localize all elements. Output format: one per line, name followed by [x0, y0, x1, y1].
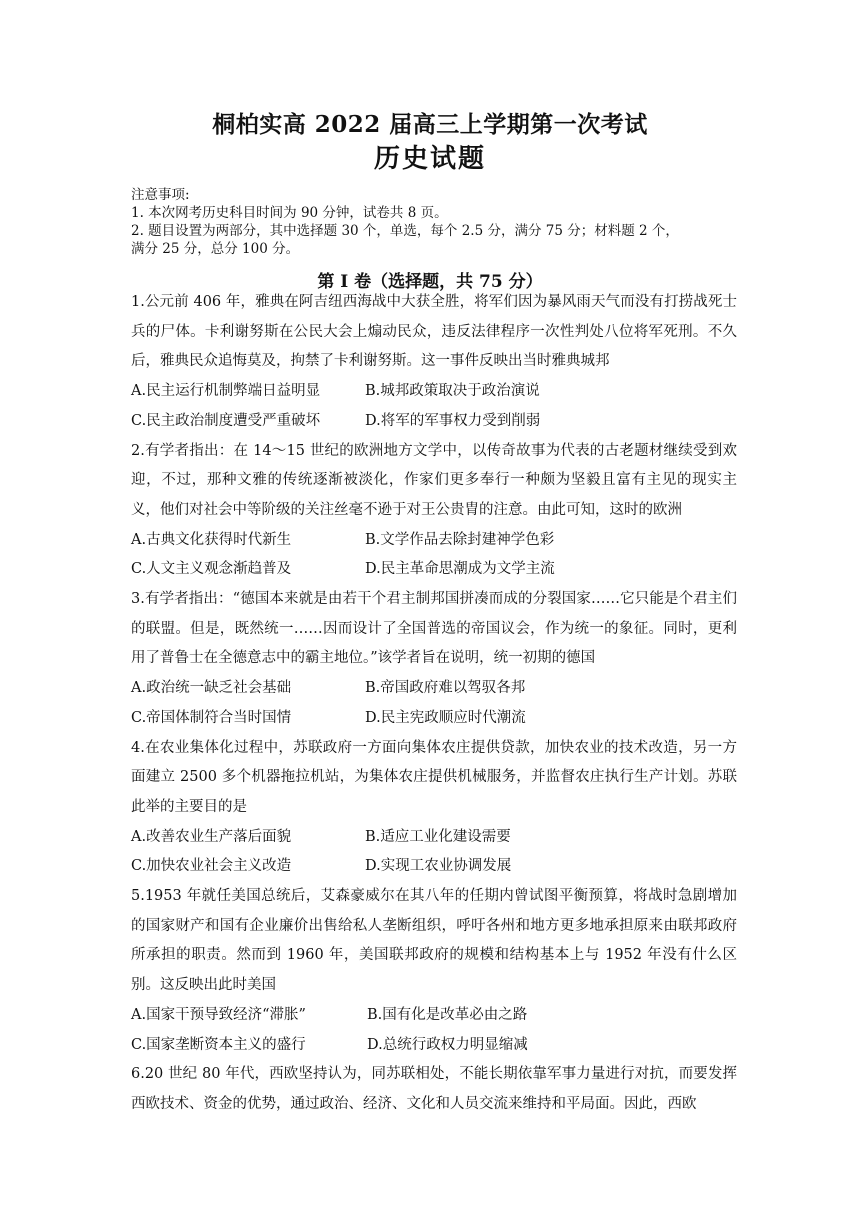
option-b: B.文学作品去除封建神学色彩	[365, 531, 555, 548]
options-row	[131, 823, 737, 853]
option-b: B.帝国政府难以驾驭各邦	[365, 680, 526, 697]
option-a: A.古典文化获得时代新生	[131, 531, 292, 548]
question-2	[131, 437, 737, 586]
option-a: A.政治统一缺乏社会基础	[131, 680, 292, 697]
subject-title: 历史试题	[373, 144, 486, 174]
question-6	[131, 1060, 737, 1119]
options-row	[131, 852, 737, 882]
question-1	[131, 288, 737, 437]
option-c: C.加快农业社会主义改造	[131, 858, 292, 875]
exam-title: 桐柏实高 2022 届高三上学期第一次考试	[212, 111, 648, 138]
options-row	[131, 1031, 737, 1061]
option-b: B.适应工业化建设需要	[365, 828, 511, 845]
option-a: A.民主运行机制弊端日益明显	[131, 383, 321, 400]
question-stem: 5.1953 年就任美国总统后，艾森豪威尔在其八年的任期内曾试图平衡预算，将战时急剧增加的国家财产和国有企业廉价出售给私人垄断组织，呼吁各州和地方更多地承担原来由联邦政府所承担的职责。然而到 1960 年，美国联邦政府的规模和结构基本上与 1952 年没有什么区别。这反映出此时美国	[131, 888, 737, 994]
option-d: D.实现工农业协调发展	[365, 858, 512, 875]
options-row	[131, 526, 737, 556]
options-row	[131, 407, 737, 437]
option-c: C.帝国体制符合当时国情	[131, 709, 292, 726]
option-d: D.民主宪政顺应时代潮流	[365, 709, 526, 726]
option-d: D.将军的军事权力受到削弱	[365, 412, 541, 429]
option-d: D.民主革命思潮成为文学主流	[365, 561, 555, 578]
question-stem: 4.在农业集体化过程中，苏联政府一方面向集体农庄提供贷款，加快农业的技术改造，另一方面建立 2500 多个机器拖拉机站，为集体农庄提供机械服务，并监督农庄执行生产计划。苏联此举的主要目的是	[131, 739, 737, 815]
notice-block	[131, 186, 741, 258]
option-b: B.城邦政策取决于政治演说	[365, 383, 540, 400]
notice-item-2-cont: 满分 25 分，总分 100 分。	[131, 241, 300, 257]
question-3	[131, 585, 737, 734]
option-b: B.国有化是改革必由之路	[367, 1006, 528, 1023]
option-a: A.国家干预导致经济“滞胀”	[131, 1006, 306, 1023]
question-5	[131, 882, 737, 1060]
question-list	[131, 288, 737, 1120]
options-row	[131, 674, 737, 704]
option-c: C.民主政治制度遭受严重破坏	[131, 412, 321, 429]
option-d: D.总统行政权力明显缩减	[367, 1036, 528, 1053]
notice-item-2: 2. 题目设置为两部分，其中选择题 30 个，单选，每个 2.5 分，满分 75 分；材料题 2 个，	[131, 223, 679, 239]
option-c: C.人文主义观念渐趋普及	[131, 561, 292, 578]
notice-heading: 注意事项:	[131, 187, 190, 203]
options-row	[131, 555, 737, 585]
options-row	[131, 1001, 737, 1031]
question-4	[131, 734, 737, 883]
options-row	[131, 704, 737, 734]
option-c: C.国家垄断资本主义的盛行	[131, 1036, 306, 1053]
notice-item-1: 1. 本次网考历史科目时间为 90 分钟，试卷共 8 页。	[131, 205, 448, 221]
question-stem: 2.有学者指出：在 14～15 世纪的欧洲地方文学中，以传奇故事为代表的古老题材继续受到欢迎，不过，那种文雅的传统逐渐被淡化，作家们更多奉行一种颇为坚毅且富有主见的现实主义，他们对社会中等阶级的关注丝毫不逊于对王公贵胄的注意。由此可知，这时的欧洲	[131, 442, 737, 518]
option-a: A.改善农业生产落后面貌	[131, 828, 292, 845]
section-title: 第 I 卷（选择题，共 75 分）	[317, 272, 543, 292]
question-stem: 3.有学者指出：“德国本来就是由若干个君主制邦国拼凑而成的分裂国家……它只能是个君主们的联盟。但是，既然统一……因而设计了全国普选的帝国议会，作为统一的象征。同时，更利用了普鲁士在全德意志中的霸主地位。”该学者旨在说明，统一初期的德国	[131, 591, 737, 667]
options-row	[131, 377, 737, 407]
question-stem: 1.公元前 406 年，雅典在阿吉纽西海战中大获全胜，将军们因为暴风雨天气而没有打捞战死士兵的尸体。卡利谢努斯在公民大会上煽动民众，违反法律程序一次性判处八位将军死刑。不久后，雅典民众追悔莫及，拘禁了卡利谢努斯。这一事件反映出当时雅典城邦	[131, 294, 737, 370]
question-stem: 6.20 世纪 80 年代，西欧坚持认为，同苏联相处，不能长期依靠军事力量进行对抗，而要发挥西欧技术、资金的优势，通过政治、经济、文化和人员交流来维持和平局面。因此，西欧	[131, 1066, 737, 1112]
